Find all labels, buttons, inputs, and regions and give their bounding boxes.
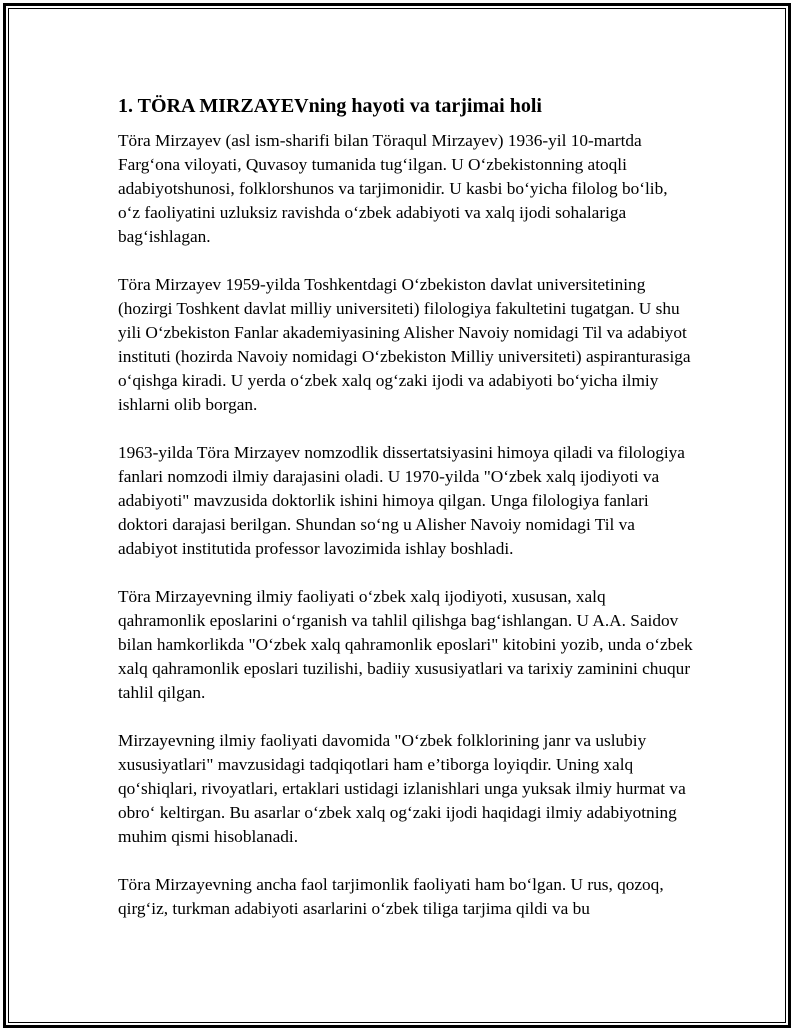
paragraph-4: Töra Mirzayevning ilmiy faoliyati o‘zbek xalq ijodiyoti, xususan, xalq qahramonlik eposlarini o‘rganish va tahlil qilishga bag‘ishlangan. U A.A. Saidov bilan hamkorlikda "O‘zbek xalq qahramonlik eposlari" kitobini yozib, unda o‘zbek xalq qahramonlik eposlari tuzilishi, badiiy xususiyatlari va tarixiy zaminini chuqur tahlil qilgan. (118, 587, 693, 702)
document-title: 1. TÖRA MIRZAYEVning hayoti va tarjimai holi (118, 95, 542, 117)
paragraph-1: Töra Mirzayev (asl ism-sharifi bilan Töraqul Mirzayev) 1936-yil 10-martda Farg‘ona viloyati, Quvasoy tumanida tug‘ilgan. U O‘zbekistonning atoqli adabiyotshunosi, folklorshunos va tarjimonidir. U kasbi bo‘yicha filolog bo‘lib, o‘z faoliyatini uzluksiz ravishda o‘zbek adabiyoti va xalq ijodi sohalariga bag‘ishlagan. (118, 131, 668, 246)
paragraph-3: 1963-yilda Töra Mirzayev nomzodlik dissertatsiyasini himoya qiladi va filologiya fanlari nomzodi ilmiy darajasini oladi. U 1970-yilda "O‘zbek xalq ijodiyoti va adabiyoti" mavzusida doktorlik ishini himoya qilgan. Unga filologiya fanlari doktori darajasi berilgan. Shundan so‘ng u Alisher Navoiy nomidagi Til va adabiyot institutida professor lavozimida ishlay boshladi. (118, 443, 685, 558)
document-body (118, 93, 693, 945)
paragraph-2: Töra Mirzayev 1959-yilda Toshkentdagi O‘zbekiston davlat universitetining (hozirgi Toshkent davlat milliy universiteti) filologiya fakultetini tugatgan. U shu yili O‘zbekiston Fanlar akademiyasining Alisher Navoiy nomidagi Til va adabiyot instituti (hozirda Navoiy nomidagi O‘zbekiston Milliy universiteti) aspiranturasiga o‘qishga kiradi. U yerda o‘zbek xalq og‘zaki ijodi va adabiyoti bo‘yicha ilmiy ishlarni olib borgan. (118, 275, 691, 414)
paragraph-6: Töra Mirzayevning ancha faol tarjimonlik faoliyati ham bo‘lgan. U rus, qozoq, qirg‘iz, turkman adabiyoti asarlarini o‘zbek tiliga tarjima qildi va bu (118, 875, 664, 918)
paragraph-5: Mirzayevning ilmiy faoliyati davomida "O‘zbek folklorining janr va uslubiy xususiyatlari" mavzusidagi tadqiqotlari ham e’tiborga loyiqdir. Uning xalq qo‘shiqlari, rivoyatlari, ertaklari ustidagi izlanishlari unga yuksak ilmiy hurmat va obro‘ keltirgan. Bu asarlar o‘zbek xalq og‘zaki ijodi haqidagi ilmiy adabiyotning muhim qismi hisoblanadi. (118, 731, 686, 846)
